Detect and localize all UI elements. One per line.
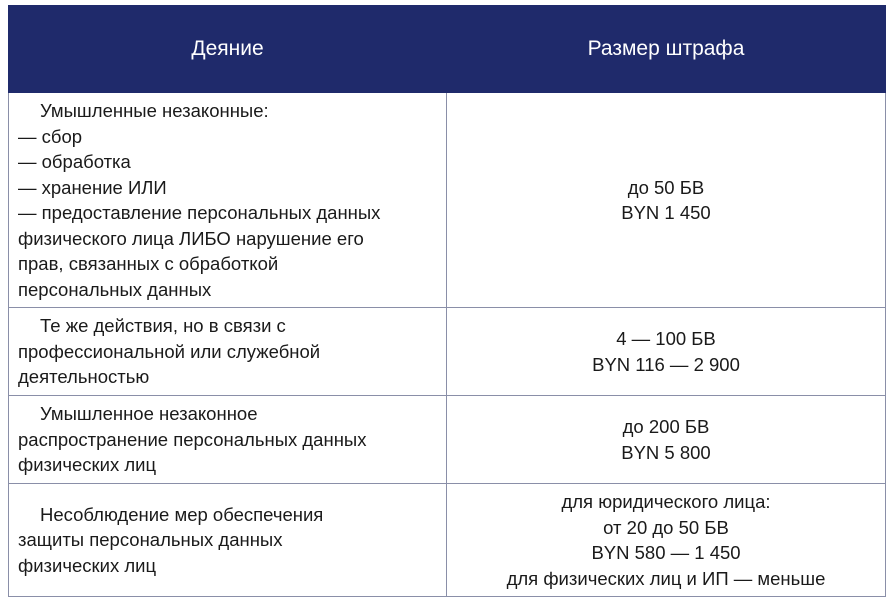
act-line: персональных данных [18,278,212,300]
act-line: физического лица ЛИБО нарушение его [18,227,364,249]
header-act: Деяние [9,6,447,93]
fine-line: для юридического лица: [561,491,771,512]
act-line: — хранение ИЛИ [18,176,167,198]
act-line: деятельностью [18,366,150,388]
act-line: Несоблюдение мер обеспечения [40,503,324,525]
fine-line: BYN 5 800 [621,441,711,463]
act-cell [9,396,447,484]
table-row [9,484,886,597]
act-cell [9,484,447,597]
fine-line: BYN 1 450 [621,202,711,223]
fine-line: от 20 до 50 БВ [603,516,729,538]
fines-table [8,5,886,597]
act-line: — сбор [18,125,83,147]
header-fine: Размер штрафа [447,6,886,93]
table-row [9,93,886,308]
act-line: прав, связанных с обработкой [18,253,279,274]
act-line: защиты персональных данных [18,529,283,551]
fine-line: 4 — 100 БВ [616,328,716,349]
act-line: — обработка [18,151,131,172]
act-line: физических лиц [18,454,157,476]
table-row [9,308,886,396]
act-line: физических лиц [18,554,157,576]
fine-line: до 50 БВ [627,176,705,198]
act-cell [9,93,447,308]
fine-line: BYN 116 — 2 900 [592,353,740,375]
table-row [9,396,886,484]
fine-line: BYN 580 — 1 450 [591,542,741,563]
fine-cell [447,308,886,396]
act-line: профессиональной или служебной [18,340,321,362]
act-line: Умышленное незаконное [40,403,258,425]
fine-cell [447,93,886,308]
table-header [9,6,886,93]
fine-cell [447,396,886,484]
act-line: Умышленные незаконные: [40,100,269,121]
act-cell [9,308,447,396]
fine-line: до 200 БВ [622,416,710,437]
fine-line: для физических лиц и ИП — меньше [506,567,826,589]
act-line: — предоставление персональных данных [18,202,381,223]
act-line: распространение персональных данных [18,428,367,450]
act-line: Те же действия, но в связи с [40,315,286,337]
fine-cell [447,484,886,597]
